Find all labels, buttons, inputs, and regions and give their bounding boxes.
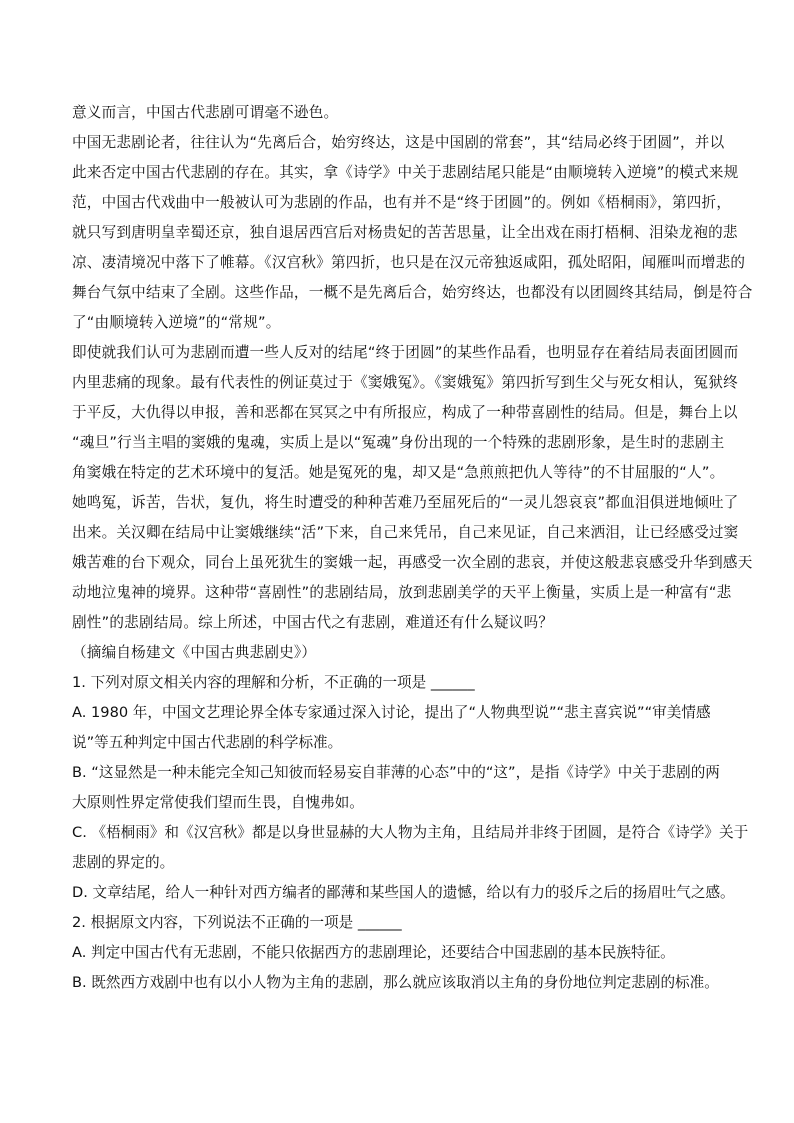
option-b: B. “这显然是一种未能完全知己知彼而轻易妄自菲薄的心态”中的“这”，是指《诗学》中关于悲剧的两 [72, 764, 720, 781]
text-line: 出来。关汉卿在结局中让窦娥继续“活”下来，自己来凭吊，自己来见证，自己来洒泪，让已经感受过窦 [72, 524, 739, 541]
text-line: 即使就我们认可为悲剧而遭一些人反对的结尾“终于团圆”的某些作品看，也明显存在着结局表面团圆而 [72, 344, 739, 361]
text-line: 动地泣鬼神的境界。这种带“喜剧性”的悲剧结局，放到悲剧美学的天平上衡量，实质上是一种富有“悲 [72, 584, 732, 601]
text-line: 了“由顺境转入逆境”的“常规”。 [72, 314, 281, 331]
question-1: 1. 下列对原文相关内容的理解和分析，不正确的一项是 ______ [72, 674, 475, 691]
source-citation: （摘编自杨建文《中国古典悲剧史》） [72, 644, 317, 661]
text-line: 于平反，大仇得以申报，善和恶都在冥冥之中有所报应，构成了一种带喜剧性的结局。但是，舞台上以 [72, 404, 738, 421]
text-line: 剧性”的悲剧结局。综上所述，中国古代之有悲剧，难道还有什么疑议吗？ [72, 614, 554, 631]
option-a-cont: 说”等五种判定中国古代悲剧的科学标准。 [72, 734, 343, 751]
text-line: 范，中国古代戏曲中一般被认可为悲剧的作品，也有并不是“终于团圆”的。例如《梧桐雨》，第四折， [72, 194, 732, 211]
option-c-cont: 悲剧的界定的。 [72, 854, 175, 871]
document-page [72, 98, 753, 998]
option-a: A. 判定中国古代有无悲剧，不能只依据西方的悲剧理论，还要结合中国悲剧的基本民族特征。 [72, 944, 675, 961]
option-b: B. 既然西方戏剧中也有以小人物为主角的悲剧，那么就应该取消以主角的身份地位判定悲剧的标准。 [72, 974, 719, 991]
text-line: “魂旦”行当主唱的窦娥的鬼魂，实质上是以“冤魂”身份出现的一个特殊的悲剧形象，是生时的悲剧主 [72, 434, 725, 451]
option-c: C. 《梧桐雨》和《汉宫秋》都是以身世显赫的大人物为主角，且结局并非终于团圆，是符合《诗学》关于 [72, 824, 749, 841]
option-a: A. 1980 年，中国文艺理论界全体专家通过深入讨论，提出了“人物典型说”“悲主喜宾说”“审美情感 [72, 704, 711, 721]
text-line: 中国无悲剧论者，往往认为“先离后合，始穷终达，这是中国剧的常套”，其“结局必终于团圆”，并以 [72, 134, 725, 151]
text-line: 内里悲痛的现象。最有代表性的例证莫过于《窦娥冤》。《窦娥冤》第四折写到生父与死女相认，冤狱终 [72, 374, 738, 391]
option-d: D. 文章结尾，给人一种针对西方编者的鄙薄和某些国人的遗憾，给以有力的驳斥之后的扬眉吐气之感。 [72, 884, 735, 901]
text-line: 意义而言，中国古代悲剧可谓毫不逊色。 [72, 104, 339, 121]
text-line: 娥苦难的台下观众，同台上虽死犹生的窦娥一起，再感受一次全剧的悲哀，并使这般悲哀感受升华到感天 [72, 554, 753, 571]
text-line: 凉、凄清境况中落下了帷幕。《汉宫秋》第四折，也只是在汉元帝独返咸阳，孤处昭阳，闻雁叫而增悲的 [72, 254, 746, 271]
text-line: 就只写到唐明皇幸蜀还京，独自退居西宫后对杨贵妃的苦苦思量，让全出戏在雨打梧桐、泪染龙袍的悲 [72, 224, 738, 241]
text-line: 此来否定中国古代悲剧的存在。其实，拿《诗学》中关于悲剧结尾只能是“由顺境转入逆境”的模式来规 [72, 164, 739, 181]
option-b-cont: 大原则性界定常使我们望而生畏，自愧弗如。 [72, 794, 364, 811]
text-line: 角窦娥在特定的艺术环境中的复活。她是冤死的鬼，却又是“急煎煎把仇人等待”的不甘屈服的“人”。 [72, 464, 725, 481]
question-2: 2. 根据原文内容，下列说法不正确的一项是 ______ [72, 914, 402, 931]
text-line: 舞台气氛中结束了全剧。这些作品，一概不是先离后合，始穷终达，也都没有以团圆终其结局，倒是符合 [72, 284, 753, 301]
text-line: 她鸣冤，诉苦，告状，复仇，将生时遭受的种种苦难乃至屈死后的“一灵儿怨哀哀”都血泪俱迸地倾吐了 [72, 494, 739, 511]
